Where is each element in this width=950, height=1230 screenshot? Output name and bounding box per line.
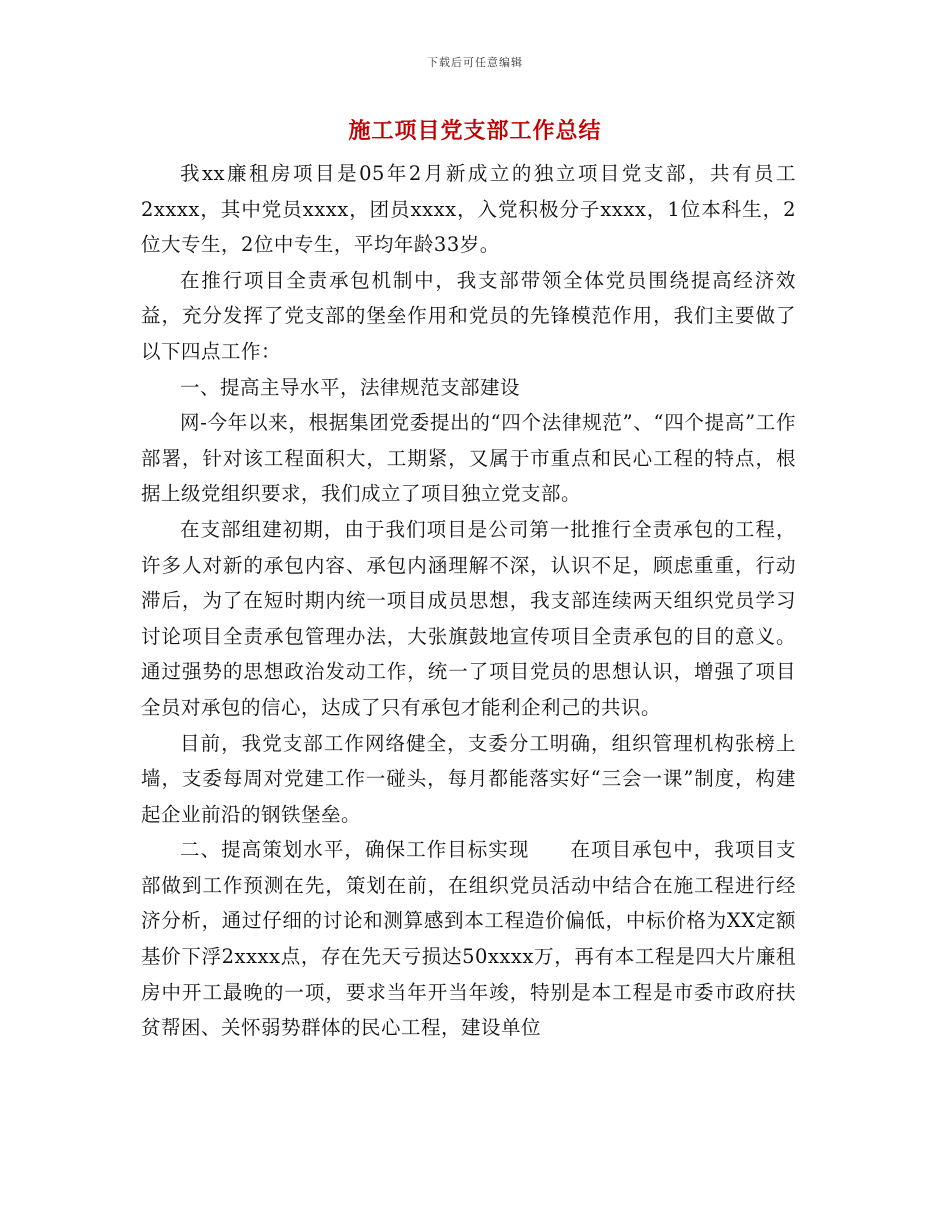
paragraph-intro: 我xx廉租房项目是05年2月新成立的独立项目党支部，共有员工2xxxx，其中党员xxxx，团员xxxx，入党积极分子xxxx，1位本科生，2位大专生，2位中专生，平均年龄33岁。 (141, 162, 796, 257)
document-body (141, 156, 796, 1046)
paragraph-overview: 在推行项目全责承包机制中，我支部带领全体党员围绕提高经济效益，充分发挥了党支部的堡垒作用和党员的先锋模范作用，我们主要做了以下四点工作： (141, 268, 796, 363)
header-note: 下载后可任意编辑 (427, 56, 523, 69)
paragraph-section1-c: 目前，我党支部工作网络健全，支委分工明确，组织管理机构张榜上墙，支委每周对党建工作一碰头，每月都能落实好“三会一课”制度，构建起企业前沿的钢铁堡垒。 (141, 731, 796, 826)
paragraph-section2: 二、提高策划水平，确保工作目标实现 在项目承包中，我项目支部做到工作预测在先，策划在前，在组织党员活动中结合在施工程进行经济分析，通过仔细的讨论和测算感到本工程造价偏低，中标价格为XX定额基价下浮2xxxx点，存在先天亏损达50xxxx万，再有本工程是四大片廉租房中开工最晚的一项，要求当年开当年竣，特别是本工程是市委市政府扶贫帮困、关怀弱势群体的民心工程，建设单位 (141, 838, 796, 1040)
paragraph-section1-a: 网-今年以来，根据集团党委提出的“四个法律规范”、“四个提高”工作部署，针对该工程面积大，工期紧，又属于市重点和民心工程的特点，根据上级党组织要求，我们成立了项目独立党支部。 (141, 411, 796, 506)
paragraph-section1-b: 在支部组建初期，由于我们项目是公司第一批推行全责承包的工程，许多人对新的承包内容、承包内涵理解不深，认识不足，顾虑重重，行动滞后，为了在短时期内统一项目成员思想，我支部连续两天组织党员学习讨论项目全责承包管理办法，大张旗鼓地宣传项目全责承包的目的意义。通过强势的思想政治发动工作，统一了项目党员的思想认识，增强了项目全员对承包的信心，达成了只有承包才能利企利己的共识。 (141, 517, 796, 719)
document-title: 施工项目党支部工作总结 (348, 118, 602, 144)
section-heading-1: 一、提高主导水平，法律规范支部建设 (180, 375, 521, 399)
